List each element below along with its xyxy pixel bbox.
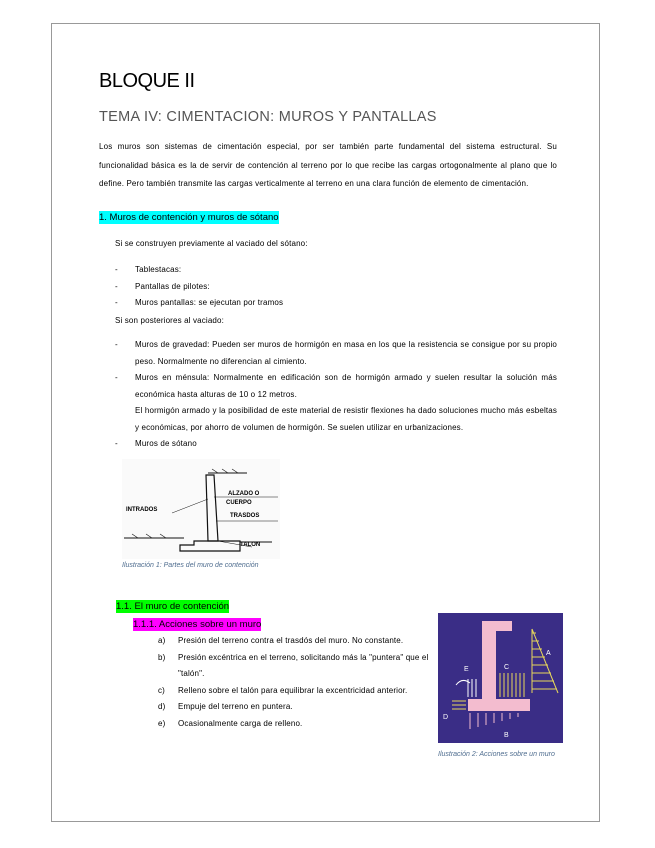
label-trasdos: TRASDOS bbox=[230, 513, 260, 519]
before-excavation-label: Si se construyen previamente al vaciado del sótano: bbox=[115, 239, 308, 248]
figure-wall-actions bbox=[438, 613, 563, 743]
label-e: E bbox=[464, 666, 469, 673]
list-item-text: Relleno sobre el talón para equilibrar la excentricidad anterior. bbox=[178, 685, 408, 695]
list-marker: c) bbox=[158, 685, 165, 695]
list-item: - Muros pantallas: se ejecutan por tramos bbox=[115, 295, 555, 312]
list-item bbox=[115, 337, 557, 370]
label-d: D bbox=[443, 714, 449, 721]
label-cuerpo: CUERPO bbox=[226, 500, 252, 506]
label-intrados: INTRADOS bbox=[126, 507, 158, 513]
page-subtitle: TEMA IV: CIMENTACION: MUROS Y PANTALLAS bbox=[99, 109, 437, 125]
list-item bbox=[158, 716, 430, 733]
section-1-1-heading-text: 1.1. El muro de contención bbox=[116, 601, 230, 612]
list-item bbox=[115, 370, 557, 436]
figure-2-caption: Ilustración 2: Acciones sobre un muro bbox=[438, 751, 555, 758]
wall-parts-diagram bbox=[122, 459, 280, 559]
intro-paragraph: Los muros son sistemas de cimentación especial, por ser también parte fundamental del sistema estructural. Su funcionalidad básica es la de servir de contención al terreno por lo que recibe las cargas ortogonalmente al plano que lo define. Pero también transmite las cargas verticalmente al terreno en una clara función de elemento de cimentación. bbox=[99, 142, 557, 188]
before-excavation-list bbox=[115, 262, 555, 312]
list-marker: e) bbox=[158, 718, 166, 728]
label-b: B bbox=[504, 732, 509, 739]
section-1-1-1-heading-text: 1.1.1. Acciones sobre un muro bbox=[133, 619, 262, 630]
list-item-text: Presión excéntrica en el terreno, solicitando más la "puntera" que el "talón". bbox=[178, 652, 429, 678]
actions-list bbox=[158, 633, 430, 732]
list-item bbox=[158, 650, 430, 683]
list-marker: d) bbox=[158, 702, 166, 711]
section-1-1-heading bbox=[116, 601, 229, 612]
label-talon: TALON bbox=[240, 542, 261, 548]
list-marker: b) bbox=[158, 652, 166, 662]
list-item-text: Ocasionalmente carga de relleno. bbox=[178, 718, 303, 728]
figure-wall-parts bbox=[122, 459, 280, 559]
label-alzado: ALZADO O bbox=[228, 491, 260, 497]
section-1-heading bbox=[99, 212, 279, 223]
list-item bbox=[158, 699, 430, 716]
list-item-text: Empuje del terreno en puntera. bbox=[178, 702, 293, 711]
section-1-heading-text: 1. Muros de contención y muros de sótano bbox=[99, 212, 279, 223]
list-item-extra: El hormigón armado y la posibilidad de este material de resistir flexiones ha dado soluciones mucho más esbeltas y económicas, por ahorro de volumen de hormigón. Se suelen utilizar en urbanizaciones. bbox=[135, 406, 557, 432]
list-marker: a) bbox=[158, 636, 166, 645]
list-item: - Tablestacas: bbox=[115, 262, 555, 279]
list-item bbox=[158, 683, 430, 700]
after-excavation-label: Si son posteriores al vaciado: bbox=[115, 316, 224, 325]
list-item: - Pantallas de pilotes: bbox=[115, 279, 555, 296]
wall-actions-diagram bbox=[438, 613, 563, 743]
list-item-text: Muros de gravedad: Pueden ser muros de hormigón en masa en los que la resistencia se consigue por su propio peso. Normalmente no diferencian al cimiento. bbox=[135, 340, 557, 366]
list-item: - Muros de sótano bbox=[115, 436, 557, 453]
figure-1-caption: Ilustración 1: Partes del muro de contención bbox=[122, 562, 259, 569]
after-excavation-list bbox=[115, 337, 557, 453]
section-1-1-1-heading bbox=[133, 619, 261, 630]
label-a: A bbox=[546, 650, 551, 657]
list-item-text: - Muros en ménsula: Normalmente en edificación son de hormigón armado y suelen resultar la solución más económica hasta alturas de 10 o 12 metros. bbox=[135, 373, 557, 399]
list-item-text: Presión del terreno contra el trasdós del muro. No constante. bbox=[178, 636, 404, 645]
page-title: BLOQUE II bbox=[99, 70, 195, 92]
label-c: C bbox=[504, 664, 510, 671]
list-item bbox=[158, 633, 430, 650]
